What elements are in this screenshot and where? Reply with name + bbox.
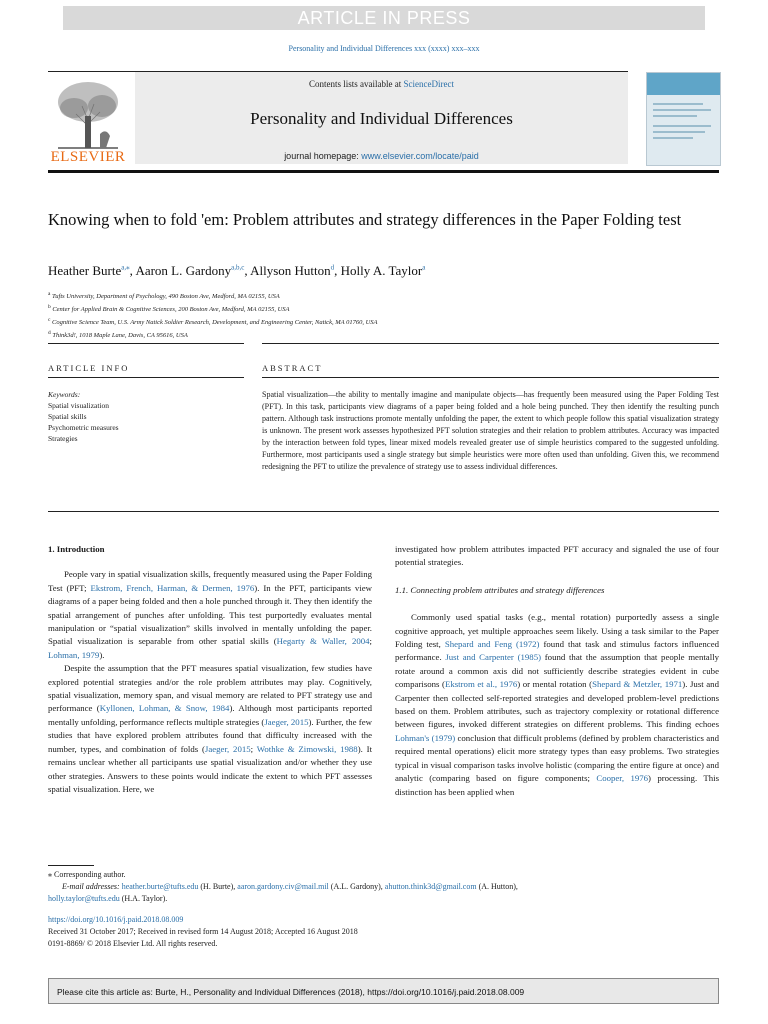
author-name[interactable]: Allyson Hutton [250,263,331,278]
abstract-heading-rule [262,377,719,378]
article-in-press-banner: ARTICLE IN PRESS [63,6,705,30]
keywords-block [48,389,119,444]
text-run: ; [250,743,257,754]
cover-line [653,109,711,111]
text-run: Despite the assumption that the PFT measures spatial visualization, few studies have explored potential strategies and/or the role problem attributes may play. Cognitively, spatial visualization, memory span, and visual memory are related to PFT strategy use and performance ( [48,663,372,714]
cover-line [653,103,703,105]
abstract-heading: ABSTRACT [262,363,323,373]
cover-line [653,125,711,127]
affiliation-text: Cognitive Science Team, U.S. Army Natick Soldier Research, Development, and Engineering Center, Natick, MA 01760, USA [52,319,378,327]
keyword: Spatial skills [48,412,87,421]
text-run: ). Further, the few studies that have explored problem attributes found that difficulty increased with the number, types, and combination of folds ( [48,716,372,754]
citation-link[interactable]: Hegarty & Waller, 2004 [276,636,370,647]
citation-box: Please cite this article as: Burte, H., Personality and Individual Differences (2018), https://doi.org/10.1016/j.paid.2018.08.009 [48,978,719,1004]
journal-reference-link[interactable]: Personality and Individual Differences xxx (xxxx) xxx–xxx [288,44,480,53]
affiliation-mark: a [48,291,51,297]
text-run: Commonly used spatial tasks (e.g., mental rotation) purportedly assess a single cognitive approach, yet multiple approaches seem likely. Using a task similar to the Paper Folding test, [395,612,719,650]
email-owner: (A.L. Gardony), [328,882,385,891]
citation-link[interactable]: Lohman's (1979) [395,732,456,743]
keyword: Spatial visualization [48,401,110,410]
text-run: ). Although most participants reported mentally unfolding, performance reflects multiple strategies ( [48,703,373,727]
journal-cover-thumbnail[interactable] [646,72,721,166]
footnote-emails-cont [48,893,728,906]
received-dates: Received 31 October 2017; Received in revised form 14 August 2018; Accepted 16 August 2018 [48,927,358,936]
email-label: E-mail addresses: [62,882,122,891]
citation-link[interactable]: Just and Carpenter (1985) [445,652,542,663]
author-name[interactable]: Heather Burte [48,263,122,278]
homepage-prefix: journal homepage: [284,151,362,161]
citation-link[interactable]: Kyllonen, Lohman, & Snow, 1984 [99,703,230,714]
author-sup[interactable]: a [422,263,426,272]
affiliation-text: Center for Applied Brain & Cognitive Sciences, 200 Boston Ave, Medford, MA 02155, USA [52,306,290,314]
article-title: Knowing when to fold 'em: Problem attributes and strategy differences in the Paper Folding test [48,210,682,229]
header-bottom-rule [48,170,719,173]
contents-prefix: Contents lists available at [309,79,404,89]
text-run: People vary in spatial visualization skills, frequently measured using the Paper Folding Test (PFT; [48,569,372,593]
left-column [48,543,372,796]
right-column [395,543,719,799]
abstract-top-rule [262,343,719,344]
footnote-corresponding: ⁎ Corresponding author. [48,870,126,879]
cover-line [653,115,697,117]
text-run: ). Just and Carpenter then collected self-reported strategies and developed problem-level predictions based on them. Problem attributes, such as trajectory complexity or rotational difference between figures, invoked different strategies on different problems. This finding echoes [395,679,719,730]
citation-link[interactable]: Ekstrom, French, Harman, & Dermen, 1976 [90,582,255,593]
affiliation-item [48,302,378,315]
affiliation-item [48,315,378,328]
affiliation-text: Tufts University, Department of Psychology, 490 Boston Ave, Medford, MA 02155, USA [52,293,280,301]
affiliation-item [48,328,378,341]
subsection-heading: 1.1. Connecting problem attributes and strategy differences [395,584,605,595]
email-link[interactable]: holly.taylor@tufts.edu [48,894,120,903]
homepage-link[interactable]: www.elsevier.com/locate/paid [361,151,479,161]
text-run: ; [369,636,372,647]
text-run: ) processing. This distinction has been applied when [395,773,719,797]
affiliation-item [48,289,378,302]
paragraph [48,662,372,796]
contents-line [135,79,628,89]
affiliations [48,289,378,342]
sciencedirect-link[interactable]: ScienceDirect [403,79,454,89]
affiliation-mark: b [48,304,51,311]
footnote-emails [48,881,728,894]
text-run: conclusion that difficult problems (defined by problem characteristics and required mental operations) elicit more strategy types than easy problems. Two strategies typical in visual comparison tasks involve holistic (comparing the entire figure at once) and analytic (comparing based on figure components; [395,732,719,784]
doi-line [48,914,728,927]
citation-link[interactable]: Ekstrom et al., 1976 [444,679,518,690]
citation-link[interactable]: Jaeger, 2015 [204,743,251,754]
citation-link[interactable]: Shepard & Metzler, 1971 [592,679,683,690]
text-run: found that task and stimulus factors influenced performance. [395,639,720,663]
doi-link[interactable]: https://doi.org/10.1016/j.paid.2018.08.009 [48,915,184,924]
paragraph [395,611,719,799]
citation-link[interactable]: Jaeger, 2015 [264,716,309,727]
journal-homepage-line [135,151,628,161]
text-run: ). In the PFT, participants view diagrams of a paper being folded and then a hole punched through it. They then identify the spatial arrangement of punches after unfolding. This test purportedly evaluates mental manipulation or “spatial visualization” skills involved in mentally unfolding the paper. Spatial visualization is separable from other spatial skills ( [48,582,372,647]
article-info-heading-rule [48,377,244,378]
copyright-line: 0191-8869/ © 2018 Elsevier Ltd. All rights reserved. [48,939,218,948]
keyword: Strategies [48,434,78,443]
keywords-label: Keywords: [48,390,81,399]
journal-title: Personality and Individual Differences [250,109,513,128]
email-link[interactable]: ahutton.think3d@gmail.com [384,882,477,891]
text-run: found that the assumption that people mentally rotate around a common axis did not sufficiently describe strategies evident in cube comparisons ( [395,652,719,690]
affiliation-text: Think3d!, 1018 Maple Lane, Davis, CA 95616, USA [52,332,188,340]
section-heading-introduction: 1. Introduction [48,544,105,554]
email-owner: (H.A. Taylor). [119,894,168,903]
cover-band [647,73,720,95]
text-run: ) or mental rotation ( [517,679,593,690]
footnote-rule [48,865,94,866]
email-link[interactable]: aaron.gardony.civ@mail.mil [237,882,329,891]
email-owner: (A. Hutton), [476,882,518,891]
author-name[interactable]: Aaron L. Gardony [135,263,232,278]
citation-link[interactable]: Cooper, 1976 [596,773,649,784]
paragraph: investigated how problem attributes impacted PFT accuracy and signaled the use of four potential strategies. [395,544,719,568]
email-owner: (H. Burte), [198,882,238,891]
author-sup[interactable]: a,b,c [231,263,245,272]
paragraph [48,568,372,662]
abstract-bottom-rule [48,511,719,512]
elsevier-wordmark: ELSEVIER [50,149,126,165]
keyword: Psychometric measures [48,423,119,432]
text-run: ). [99,649,105,660]
email-link[interactable]: heather.burte@tufts.edu [121,882,199,891]
affiliation-mark: c [48,317,51,324]
author-sup[interactable]: d [330,263,335,272]
article-info-top-rule [48,343,244,344]
citation-link[interactable]: Lohman, 1979 [48,649,100,660]
article-info-heading: ARTICLE INFO [48,363,130,373]
abstract-text: Spatial visualization—the ability to mentally imagine and manipulate objects—has frequently been measured using the Paper Folding Test (PFT). In this task, participants view diagrams of a paper being folded and a hole being punched. They then identify the resulting punch pattern. Although task instructions promote mentally unfolding the paper, the extent to which people follow this spatial visualization strategy is unknown. The present work assesses hypothesized PFT solution strategies and their relation to problem attributes. Accuracy was impacted by the interaction between fold types, linear mixed models revealed greater use of simple heuristics compared to the suggested unfolding. Furthermore, most participants used a single strategy but simple heuristics were more often used than unfolding. Given this, we recommend redesigning the PFT to utilize the prevalence of strategy use to assess individual differences. [262,390,719,471]
author-name[interactable]: Holly A. Taylor [340,263,423,278]
author-list: Heather Burte$^{a,⁎}$, Aaron L. Gardony$^{a,b,c}$, Allyson Hutton$^d$, Holly A. Taylor$^a$ [48,263,426,278]
cover-line [653,131,705,133]
citation-link[interactable]: Shepard and Feng (1972) [444,639,540,650]
affiliation-mark: d [48,330,51,337]
author-sup[interactable]: a,⁎ [121,263,130,272]
text-run: ). It remains unclear whether all participants use spatial visualization and/or whether they use other strategies. Answers to these points would indicate the extent to which PFT assesses spatial visualization. Here, we [48,743,373,794]
cover-line [653,137,693,139]
citation-link[interactable]: Wothke & Zimowski, 1988 [256,743,358,754]
